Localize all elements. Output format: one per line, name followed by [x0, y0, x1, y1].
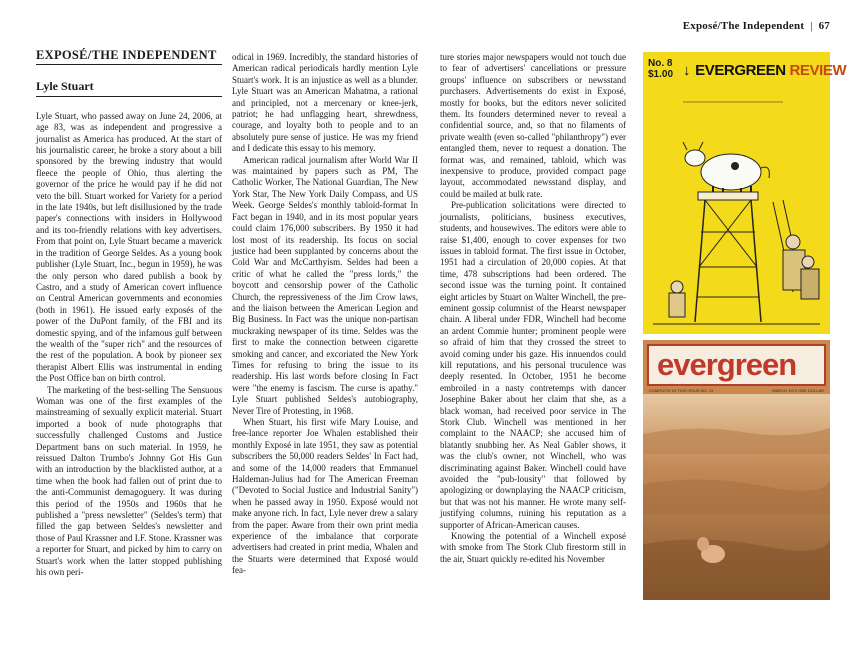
- paragraph: Knowing the potential of a Winchell exposé with smoke from The Stork Club firestorm still in the air, Stuart quickly re-edited his November: [440, 531, 626, 564]
- cartoon-cow-illustration: [643, 92, 830, 334]
- text-column-1: [36, 50, 222, 610]
- paragraph: ture stories major newspapers would not touch due to fear of advertisers' cancellations or pressure groups' influence on subscribers or newsstand purchasers. Advertisements do exist in Exposé, mostly for books, but the editors never solicited them. Its founders determined never to reveal a confidential source, and, so that no filaments of private wealth (even so-called "philanthropy") ever entangled them, never to request a donation. The format was, and remained, tabloid, which was inexpensive to produce, provided compact page layout, accommodated newsstand display, and could be mailed at bulk rate.: [440, 52, 626, 199]
- paragraph: When Stuart, his first wife Mary Louise, and free-lance reporter Joe Whalen established their monthly Exposé in late 1951, they saw as potential subscribers the 50,000 readers Seldes' In Fact had, and some of the 14,000 readers that Emmanuel Haldeman-Julius had for The American Freeman ("Devoted to Social Justice and Industrial Sanity") when he passed away in 1950. Exposé would not make anyone rich. In fact, Lyle never drew a salary from the paper. Aware from their own print media experience of the imbalance that corporate advertisers had created in print media, Whalen and the Stuarts were determined that Exposé would fea-: [232, 417, 418, 576]
- arrow-icon: ↓: [683, 62, 691, 79]
- cover-issue-price: [648, 58, 673, 80]
- article-title: EXPOSÉ/THE INDEPENDENT: [36, 50, 222, 65]
- paragraph: Pre-publication solicitations were directed to journalists, politicians, business executives, students, and housewives. The editors were able to raise $1,400, enough to cover expenses for two issues in tabloid format. The first issue in October, 1951 had a circulation of 20,000 copies. At that time, 478 subscriptions had been ordered. The second issue was the turning point. It contained eight articles by Stuart on Walter Winchell, the pre-eminent gossip columnist of the Hearst newspaper chain. A liberal under FDR, Winchell had become an ardent Commie hunter; prominent people were so afraid of him that they crossed the street to avoid coming under his gaze. His innuendos could kill reputations, and his personal truculence was deeply resented. In October, 1951 he become embroiled in a nasty contretemps with dancer Josephine Baker about her claim that she, as a black woman, had received poor service in The Stork Club. Winchell was mentioned in her complaint to the NAACP; she accused him of blatantly snubbing her. As Neal Gabler shows, it was the club's owner, not Winchell, who was discriminating against Baker. Winchell could have avoided the "pub-lousity" that followed by apologizing or downplaying the NAACP criticism, but that was not his manner. He wrote many self-justifying columns, ruining his reputation as a supporter of African-American causes.: [440, 200, 626, 530]
- cover-subline-right: MARCH 1971 ONE DOLLAR: [772, 388, 824, 393]
- masthead-evergreen: EVERGREEN: [695, 62, 786, 79]
- cover-issue-label: No. 8: [648, 58, 673, 69]
- evergreen-logo: [647, 344, 826, 386]
- text-column-2: [232, 52, 418, 612]
- paragraph: The marketing of the best-selling The Sensuous Woman was one of the first examples of the mainstreaming of sexually explicit material. Stuart imported a book of nude photographs that successfully challenged Customs and Justice Department bans on such material. In 1959, he reissued Dalton Trumbo's Johnny Got His Gun with an introduction by the blacklisted author, at a time when the book had fallen out of print due to the anti-Communist demagoguery. It was during this period of the 1950s and 1960s that he published a "press newsletter" (Seldes's term) that filled the gap between Seldes's newsletter and those of Paul Krassner and I.F. Stone. Krassner was a reporter for Stuart, and picked by him to carry on Stuart's work when the latter stopped publishing his own peri-: [36, 384, 222, 578]
- cover-price: $1.00: [648, 69, 674, 80]
- text-column-3: [440, 52, 626, 612]
- cover-subline: [649, 388, 824, 393]
- author-heading: Lyle Stuart: [36, 81, 222, 96]
- cover-subline-left: COMPLETE IN THIS ISSUE NO. 19: [649, 388, 714, 393]
- running-head: [683, 20, 830, 32]
- logo-text: evergreen: [657, 347, 797, 382]
- running-head-title: Exposé/The Independent: [682, 20, 805, 32]
- evergreen-magazine-cover-image: [643, 340, 830, 600]
- paragraph: American radical journalism after World War II was maintained by papers such as PM, The Catholic Worker, The National Guardian, The New York Star, The New York Daily Compass, and US Week. George Seldes's monthly tabloid-format In Fact began in 1940, and in its most popular years could claim 176,000 subscribers. By 1950 it had lost most of its readership. Its focus on social justice had been supplanted by concerns about the Cold War and McCarthyism. Seldes had been a critic of what he called the "press lords," the boycott and censorship power of the Catholic Church, the repressiveness of the Jim Crow laws, and the liaison between the American Legion and Big Business. In Fact was the unique non-partisan muckraking newspaper of its time. Seldes was the first to make the connection between cigarette smoking and cancer, and excoriated the New York Times for refusing to bring the issue to its readership. His last words before closing In Fact were "the enemy is fascism. The curse is apathy." Lyle Stuart published Seldes's autobiography, Never Tire of Protesting, in 1968.: [232, 154, 418, 416]
- page-number: 67: [818, 20, 830, 32]
- masthead-review: REVIEW: [789, 62, 847, 79]
- cover-masthead: [683, 62, 846, 79]
- field-photo: [643, 394, 830, 600]
- evergreen-review-cover-image: [643, 52, 847, 334]
- running-head-separator: |: [810, 20, 813, 32]
- paragraph: Lyle Stuart, who passed away on June 24, 2006, at age 83, was as independent and progressive a journalist as America has produced. At the start of his journalistic career, he broke a story about a bill sponsored by the brewing industry that would fleece the people of Ohio, thus alerting the governor of the price he would pay if he did not veto the bill. Stuart worked for Variety for a period in the late 1940s, but left disillusioned by the trade paper's connections with insiders in Hollywood and its too-friendly relations with key advertisers. From that point on, Lyle Stuart became a maverick in the tradition of George Seldes. As a young book publisher (Lyle Stuart, Inc., begun in 1959), he was the only person who dared publish a book by Castro, and a study of American covert influence on Central American governments and economies (both in 1961). He issued early exposés of the power of the DuPont family, of the FBI and its domestic spying, and of the infamous gulf between the wealth of the "super rich" and the resources of the rest of the population. A book by pioneer sex therapist Albert Ellis was instrumental in ending the Post Office ban on birth control.: [36, 110, 222, 384]
- paragraph: odical in 1969. Incredibly, the standard histories of American radical periodicals hardly mention Lyle Stuart's work. It is an injustice as well as a blunder. Lyle Stuart was an American Mahatma, a rational and principled, not a mercenary or knee-jerk, patriot; he had unflagging heart, shrewdness, courage, and loyalty both to people and to an absolutely pure sense of justice. He was my friend and I dedicate this essay to his memory.: [232, 52, 418, 154]
